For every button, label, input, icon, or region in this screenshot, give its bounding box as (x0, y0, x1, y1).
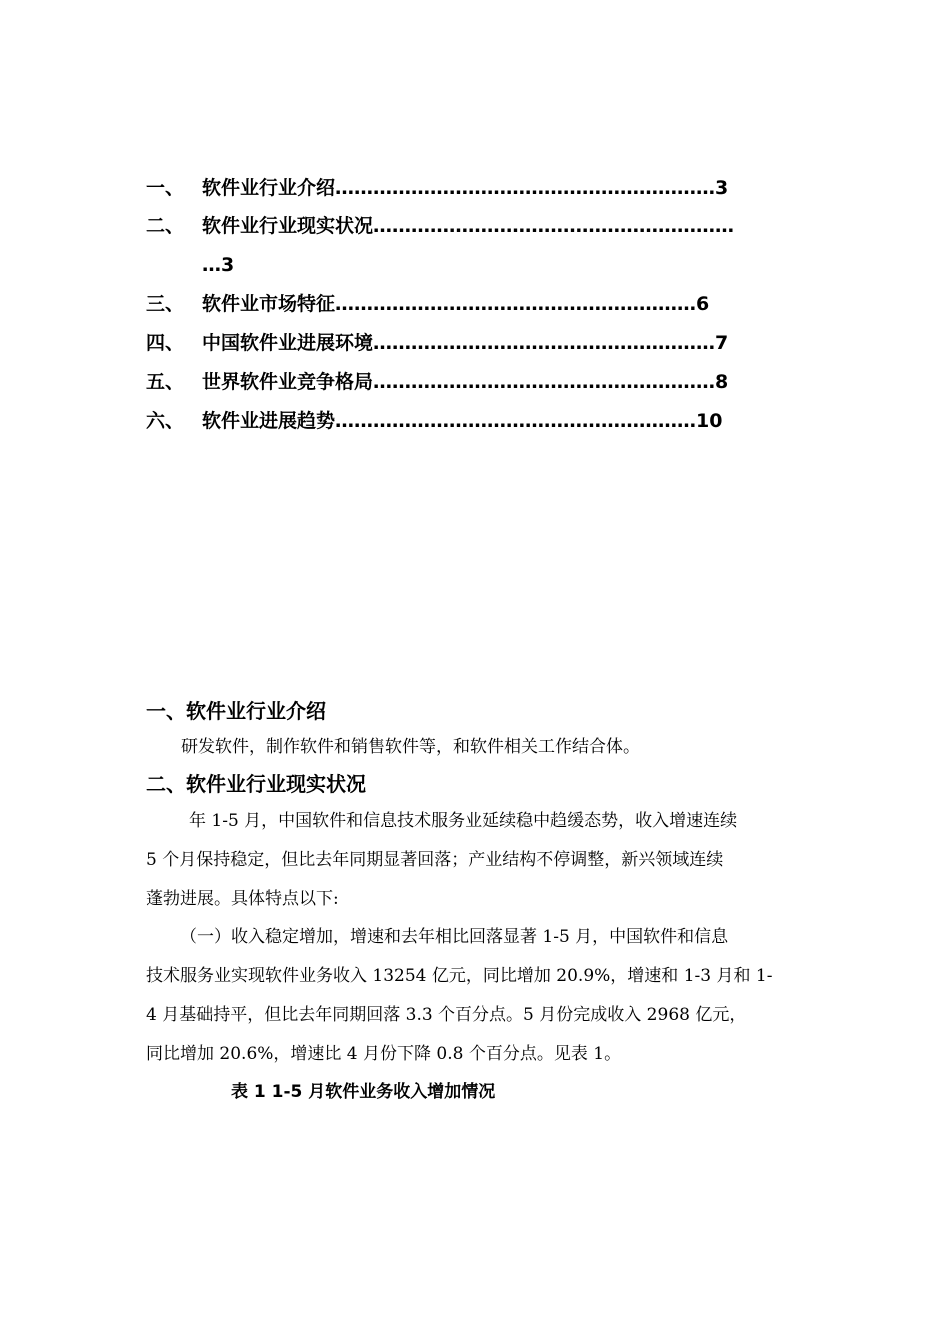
toc-page: 8 (715, 371, 729, 393)
toc-entry-4[interactable] (146, 331, 728, 355)
toc-entry-2-continuation[interactable] (202, 253, 234, 277)
toc-page: 3 (715, 177, 729, 199)
toc-title: 中国软件业进展环境 (202, 332, 374, 354)
toc-entry-1[interactable] (146, 176, 728, 200)
toc-entry-5[interactable] (146, 370, 728, 394)
paragraph-line: 蓬勃进展。具体特点以下: (146, 889, 339, 909)
paragraph-line: 4 月基础持平，但比去年同期回落 3.3 个百分点。5 月份完成收入 2968 亿元， (146, 1005, 747, 1025)
paragraph-line: 同比增加 20.6%，增速比 4 月份下降 0.8 个百分点。见表 1。 (146, 1044, 622, 1064)
toc-page: 7 (715, 332, 729, 354)
toc-leader: … (202, 254, 221, 276)
toc-title: 世界软件业竞争格局 (202, 371, 374, 393)
toc-title: 软件业市场特征 (202, 293, 336, 315)
toc-page: 10 (696, 410, 723, 432)
toc-title: 软件业进展趋势 (202, 410, 336, 432)
toc-page: 3 (221, 254, 235, 276)
toc-leader: …………………………………………………… (335, 177, 716, 199)
paragraph-line: 年 1-5 月，中国软件和信息技术服务业延续稳中趋缓态势，收入增速连续 (189, 811, 738, 831)
toc-title: 软件业行业现实状况 (202, 215, 374, 237)
toc-number: 一、 (146, 177, 185, 199)
toc-entry-3[interactable] (146, 292, 709, 316)
toc-leader: ………………………………………………… (373, 215, 735, 237)
paragraph-line: 研发软件，制作软件和销售软件等，和软件相关工作结合体。 (181, 737, 640, 757)
toc-leader: ………………………………………………… (335, 410, 697, 432)
paragraph-line: （一）收入稳定增加，增速和去年相比回落显著 1-5 月，中国软件和信息 (180, 927, 729, 947)
toc-entry-6[interactable] (146, 409, 722, 433)
toc-leader: ………………………………………………… (335, 293, 697, 315)
toc-number: 六、 (146, 410, 185, 432)
toc-number: 二、 (146, 215, 185, 237)
toc-number: 五、 (146, 371, 185, 393)
toc-leader: ……………………………………………… (373, 371, 716, 393)
paragraph-line: 5 个月保持稳定，但比去年同期显著回落；产业结构不停调整，新兴领域连续 (146, 850, 724, 870)
paragraph-line: 技术服务业实现软件业务收入 13254 亿元，同比增加 20.9%，增速和 1-3 月和 1- (146, 966, 773, 986)
section-2-paragraph-1 (146, 802, 806, 919)
toc-number: 四、 (146, 332, 185, 354)
section-heading-2: 二、软件业行业现实状况 (146, 772, 366, 796)
section-2-paragraph-2 (146, 918, 806, 1074)
section-heading-1: 一、软件业行业介绍 (146, 699, 326, 723)
toc-title: 软件业行业介绍 (202, 177, 336, 199)
toc-leader: ……………………………………………… (373, 332, 716, 354)
toc-page: 6 (696, 293, 710, 315)
table-caption: 表 1 1-5 月软件业务收入增加情况 (231, 1082, 496, 1102)
section-1-paragraph (146, 728, 806, 767)
toc-number: 三、 (146, 293, 185, 315)
toc-entry-2[interactable] (146, 214, 734, 238)
